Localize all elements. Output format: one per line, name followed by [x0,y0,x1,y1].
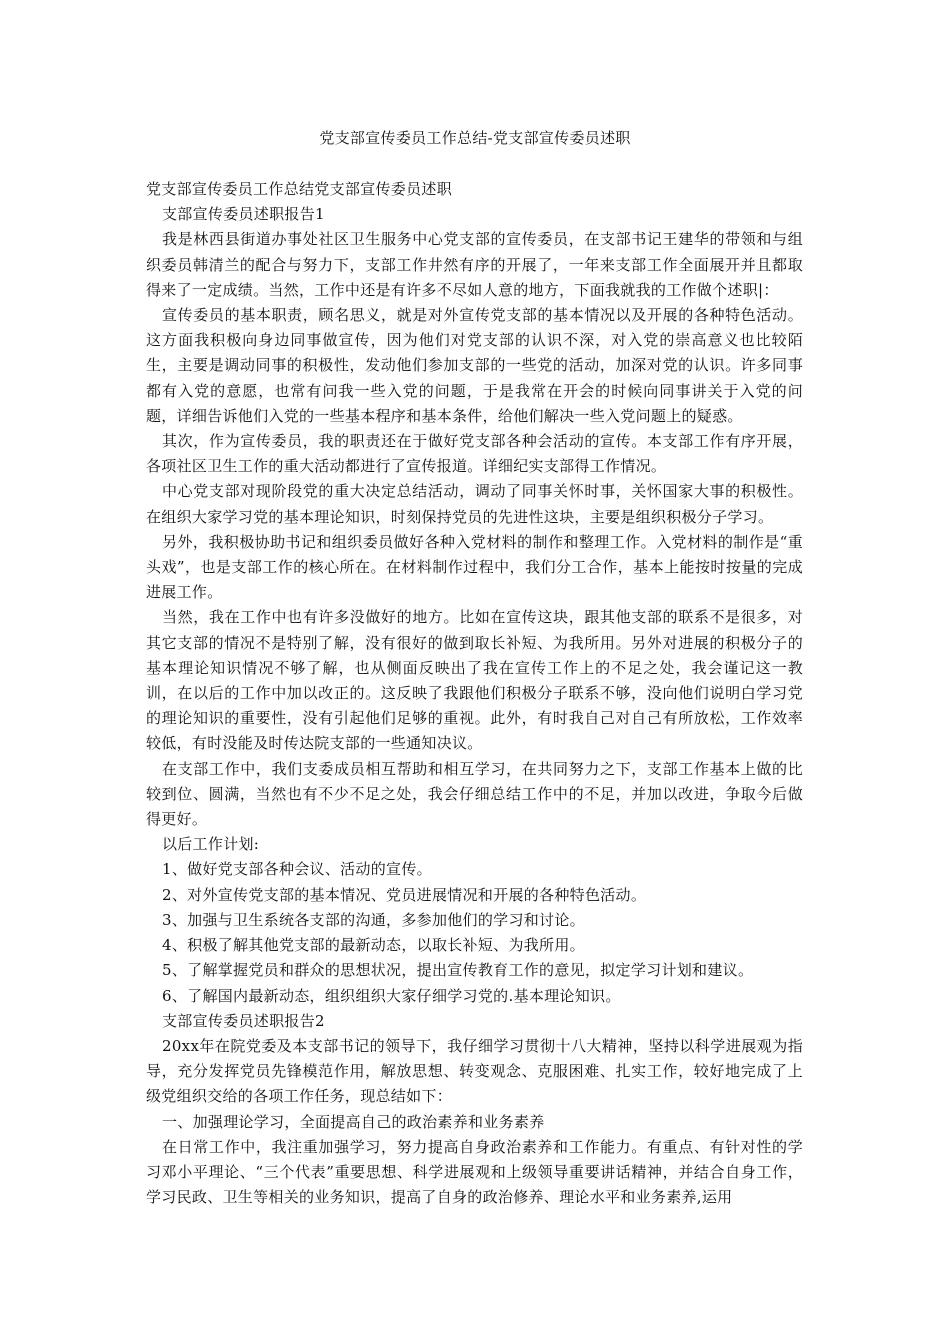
list-item: 4、积极了解其他党支部的最新动态，以取长补短、为我所用。 [162,936,585,955]
list-item: 2、对外宣传党支部的基本情况、党员进展情况和开展的各种特色活动。 [162,885,647,904]
paragraph: 支部宣传委员述职报告2 [162,1011,325,1030]
list-item: 6、了解国内最新动态，组织组织大家仔细学习党的.基本理论知识。 [162,986,621,1005]
paragraph: 我是林西县街道办事处社区卫生服务中心党支部的宣传委员，在支部书记王建华的带领和与组织委员韩清兰的配合与努力下，支部工作井然有序的开展了，一年来支部工作全面展开并且都取得来了一定成绩。当然，工作中还是有许多不尽如人意的地方，下面我就我的工作做个述职|： [146,230,803,299]
paragraph: 当然，我在工作中也有许多没做好的地方。比如在宣传这块，跟其他支部的联系不是很多，对其它支部的情况不是特别了解，没有很好的做到取长补短、为我所用。另外对进展的积极分子的基本理论知识情况不够了解，也从侧面反映出了我在宣传工作上的不足之处，我会谨记这一教训，在以后的工作中加以改正的。这反映了我跟他们积极分子联系不够，没向他们说明白学习党的理论知识的重要性，没有引起他们足够的重视。此外，有时我自己对自己有所放松，工作效率较低，有时没能及时传达院支部的一些通知决议。 [146,608,803,753]
list-item: 5、了解掌握党员和群众的思想状况，提出宣传教育工作的意见，拟定学习计划和建议。 [162,961,754,980]
paragraph: 其次，作为宣传委员，我的职责还在于做好党支部各种会活动的宣传。本支部工作有序开展，各项社区卫生工作的重大活动都进行了宣传报道。详细纪实支部得工作情况。 [146,432,803,476]
paragraph: 支部宣传委员述职报告1 [162,205,325,224]
paragraph: 另外，我积极协助书记和组织委员做好各种入党材料的制作和整理工作。入党材料的制作是“重头戏”，也是支部工作的核心所在。在材料制作过程中，我们分工合作，基本上能按时按量的完成进展工作。 [146,532,803,602]
paragraph: 一、加强理论学习，全面提高自己的政治素养和业务素养 [162,1112,545,1131]
paragraph: 中心党支部对现阶段党的重大决定总结活动，调动了同事关怀时事，关怀国家大事的积极性。在组织大家学习党的基本理论知识，时刻保持党员的先进性这块，主要是组织积极分子学习。 [146,482,803,526]
paragraph: 宣传委员的基本职责，顾名思义，就是对外宣传党支部的基本情况以及开展的各种特色活动。这方面我积极向身边同事做宣传，因为他们对党支部的认识不深，对入党的崇高意义也比较陌生，主要是调动同事的积极性，发动他们参加支部的一些党的活动，加深对党的认识。许多同事都有入党的意愿，也常有问我一些入党的问题，于是我常在开会的时候向同事讲关于入党的问题，详细告诉他们入党的一些基本程序和基本条件，给他们解决一些入党问题上的疑惑。 [146,306,803,425]
list-item: 3、加强与卫生系统各支部的沟通，多参加他们的学习和讨论。 [162,910,585,929]
paragraph: 以后工作计划: [162,835,260,854]
paragraph: 在日常工作中，我注重加强学习，努力提高自身政治素养和工作能力。有重点、有针对性的学习邓小平理论、“三个代表”重要思想、科学进展观和上级领导重要讲话精神，并结合自身工作，学习民政、卫生等相关的业务知识，提高了自身的政治修养、理论水平和业务素养,运用 [146,1137,803,1207]
list-item: 1、做好党支部各种会议、活动的宣传。 [162,860,432,879]
paragraph: 在支部工作中，我们支委成员相互帮助和相互学习，在共同努力之下，支部工作基本上做的比较到位、圆满，当然也有不少不足之处，我会仔细总结工作中的不足，并加以改进，争取今后做得更好。 [146,759,803,829]
paragraph: 20xx年在院党委及本支部书记的领导下，我仔细学习贯彻十八大精神，坚持以科学进展观为指导，充分发挥党员先锋模范作用，解放思想、转变观念、克服困难、扎实工作，较好地完成了上级党组织交给的各项工作任务，现总结如下： [146,1036,803,1106]
document-body [146,177,803,1210]
document-title: 党支部宣传委员工作总结-党支部宣传委员述职 [319,129,631,147]
paragraph-heading: 党支部宣传委员工作总结党支部宣传委员述职 [146,180,453,198]
